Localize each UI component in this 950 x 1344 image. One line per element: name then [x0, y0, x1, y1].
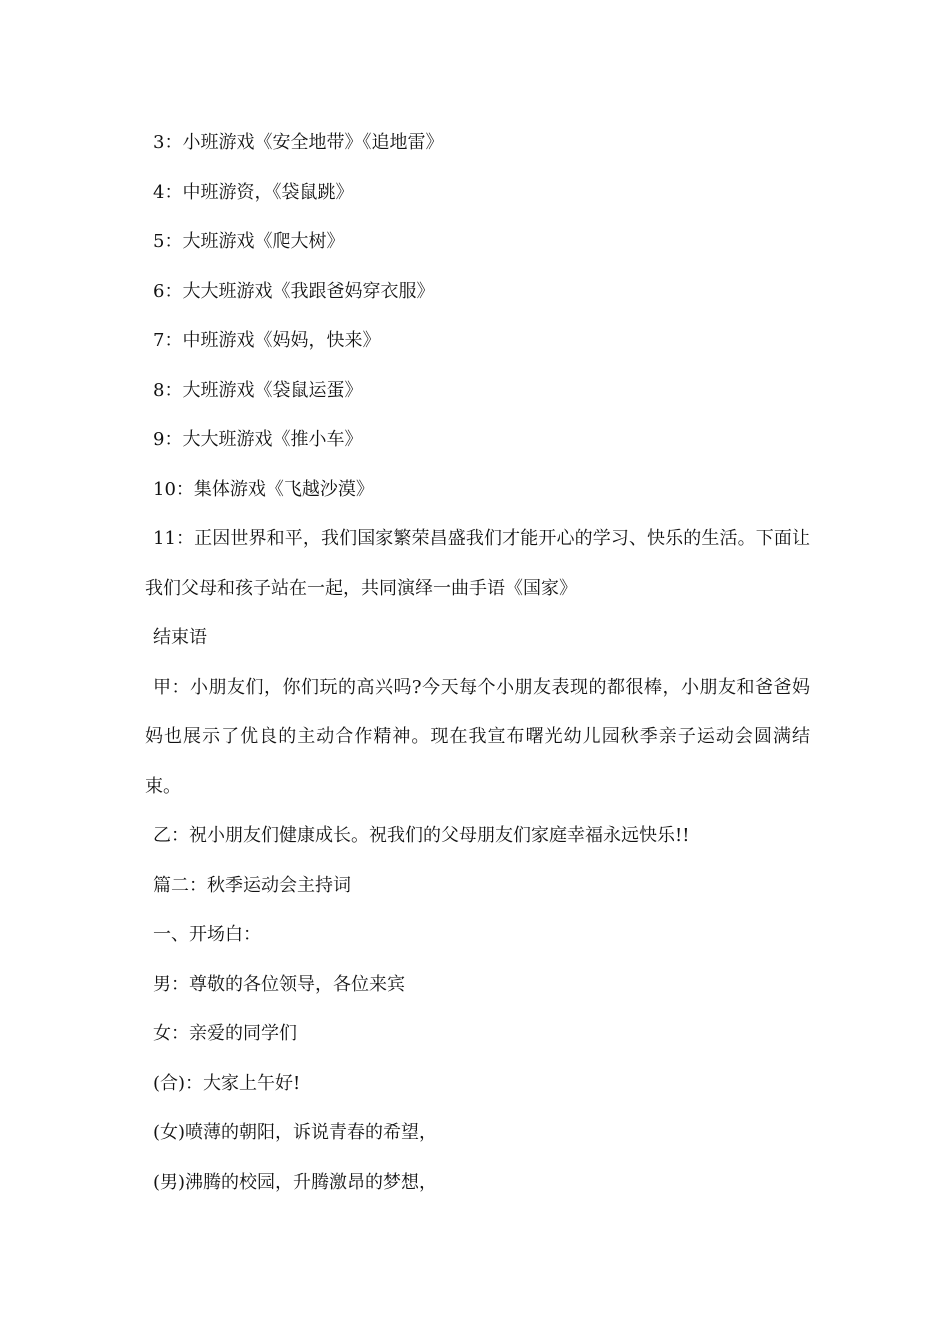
dialogue-female-2: (女)喷薄的朝阳，诉说青春的希望，	[153, 1122, 438, 1143]
dialogue-together: (合)：大家上午好!	[153, 1072, 301, 1094]
dialogue-female-1: 女：亲爱的同学们	[153, 1023, 297, 1044]
dialogue-male-1: 男：尊敬的各位领导，各位来宾	[153, 973, 405, 995]
paragraph-item-5: 5：大班游戏《爬大树》	[153, 231, 345, 252]
paragraph-item-9: 9：大大班游戏《推小车》	[153, 429, 363, 450]
section-heading-opening: 一、开场白：	[153, 924, 261, 945]
paragraph-item-8: 8：大班游戏《袋鼠运蛋》	[153, 379, 363, 401]
paragraph-item-3: 3：小班游戏《安全地带》《追地雷》	[153, 132, 444, 153]
closing-heading: 结束语	[153, 627, 207, 648]
paragraph-item-11: 11：正因世界和平，我们国家繁荣昌盛我们才能开心的学习、快乐的生活。下面让我们父母和孩子站在一起，共同演绎一曲手语《国家》	[145, 528, 810, 599]
paragraph-item-10: 10：集体游戏《飞越沙漠》	[153, 478, 374, 500]
paragraph-item-6: 6：大大班游戏《我跟爸妈穿衣服》	[153, 280, 435, 302]
dialogue-male-2: (男)沸腾的校园，升腾激昂的梦想，	[153, 1171, 438, 1193]
closing-speech-a: 甲：小朋友们，你们玩的高兴吗?今天每个小朋友表现的都很棒，小朋友和爸爸妈妈也展示了优良的主动合作精神。现在我宣布曙光幼儿园秋季亲子运动会圆满结束。	[145, 676, 810, 797]
paragraph-item-7: 7：中班游戏《妈妈，快来》	[153, 330, 381, 351]
closing-speech-b: 乙：祝小朋友们健康成长。祝我们的父母朋友们家庭幸福永远快乐!!	[153, 825, 690, 846]
section-title-part-two: 篇二：秋季运动会主持词	[153, 874, 351, 896]
document-body	[145, 118, 810, 1207]
paragraph-item-4: 4：中班游资，《袋鼠跳》	[153, 181, 354, 203]
